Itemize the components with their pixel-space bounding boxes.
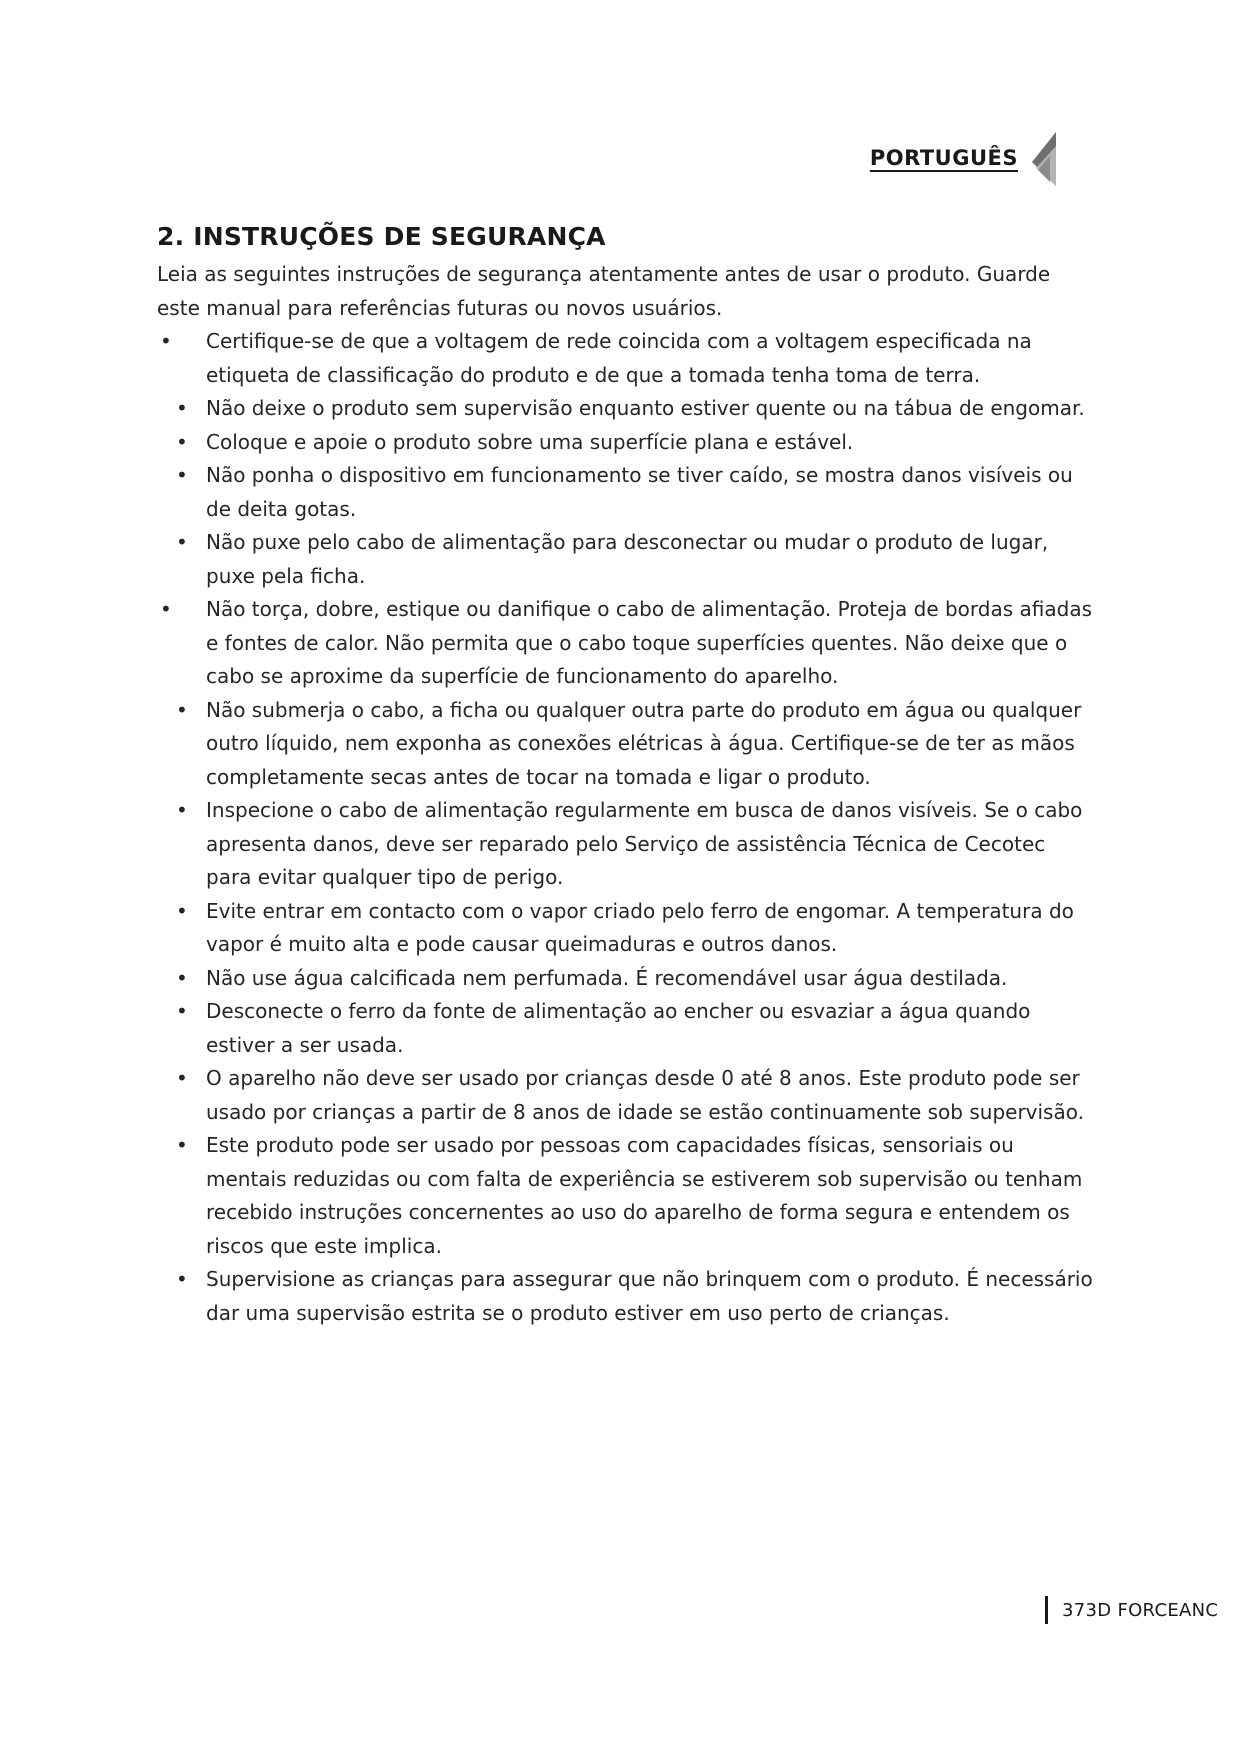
intro-paragraph: Leia as seguintes instruções de segurança atentamente antes de usar o produto. Guarde este manual para referências futuras ou novos usuários. bbox=[157, 262, 1051, 320]
list-item: • Desconecte o ferro da fonte de alimentação ao encher ou esvaziar a água quando estiver a ser usada. bbox=[157, 995, 1097, 1062]
language-label: PORTUGUÊS bbox=[869, 146, 1018, 170]
list-item: • Este produto pode ser usado por pessoas com capacidades físicas, sensoriais ou mentais reduzidas ou com falta de experiência se estiverem sob supervisão ou tenham recebido instruções concernentes ao uso do aparelho de forma segura e entendem os riscos que este implica. bbox=[157, 1129, 1097, 1263]
page-footer bbox=[1045, 1596, 1241, 1624]
footer-divider bbox=[1045, 1596, 1048, 1624]
list-item: • O aparelho não deve ser usado por crianças desde 0 até 8 anos. Este produto pode ser usado por crianças a partir de 8 anos de idade se estão continuamente sob supervisão. bbox=[157, 1062, 1097, 1129]
section-title: 2. INSTRUÇÕES DE SEGURANÇA bbox=[157, 222, 606, 251]
list-item: • Não ponha o dispositivo em funcionamento se tiver caído, se mostra danos visíveis ou de deita gotas. bbox=[157, 459, 1097, 526]
language-header bbox=[870, 140, 1058, 186]
list-item: • Não use água calcificada nem perfumada. É recomendável usar água destilada. bbox=[157, 962, 1097, 996]
list-item: • Não torça, dobre, estique ou danifique o cabo de alimentação. Proteja de bordas afiadas e fontes de calor. Não permita que o cabo toque superfícies quentes. Não deixe que o cabo se aproxime da superfície de funcionamento do aparelho. bbox=[157, 593, 1097, 694]
list-item: • Inspecione o cabo de alimentação regularmente em busca de danos visíveis. Se o cabo apresenta danos, deve ser reparado pelo Serviço de assistência Técnica de Cecotec para evitar qualquer tipo de perigo. bbox=[157, 794, 1097, 895]
list-item: • Não deixe o produto sem supervisão enquanto estiver quente ou na tábua de engomar. bbox=[157, 392, 1097, 426]
list-item: • Coloque e apoie o produto sobre uma superfície plana e estável. bbox=[157, 426, 1097, 460]
list-item: • Evite entrar em contacto com o vapor criado pelo ferro de engomar. A temperatura do vapor é muito alta e pode causar queimaduras e outros danos. bbox=[157, 895, 1097, 962]
safety-rules-list bbox=[157, 325, 1097, 1330]
page-corner-arrow-icon bbox=[1030, 132, 1058, 186]
footer-model-name: 373D FORCEANC bbox=[1062, 1599, 1219, 1621]
list-item: • Certifique-se de que a voltagem de rede coincida com a voltagem especificada na etiqueta de classificação do produto e de que a tomada tenha toma de terra. bbox=[157, 325, 1097, 392]
list-item: • Supervisione as crianças para assegurar que não brinquem com o produto. É necessário dar uma supervisão estrita se o produto estiver em uso perto de crianças. bbox=[157, 1263, 1097, 1330]
list-item: • Não puxe pelo cabo de alimentação para desconectar ou mudar o produto de lugar, puxe pela ficha. bbox=[157, 526, 1097, 593]
list-item: • Não submerja o cabo, a ficha ou qualquer outra parte do produto em água ou qualquer outro líquido, nem exponha as conexões elétricas à água. Certifique-se de ter as mãos completamente secas antes de tocar na tomada e ligar o produto. bbox=[157, 694, 1097, 795]
